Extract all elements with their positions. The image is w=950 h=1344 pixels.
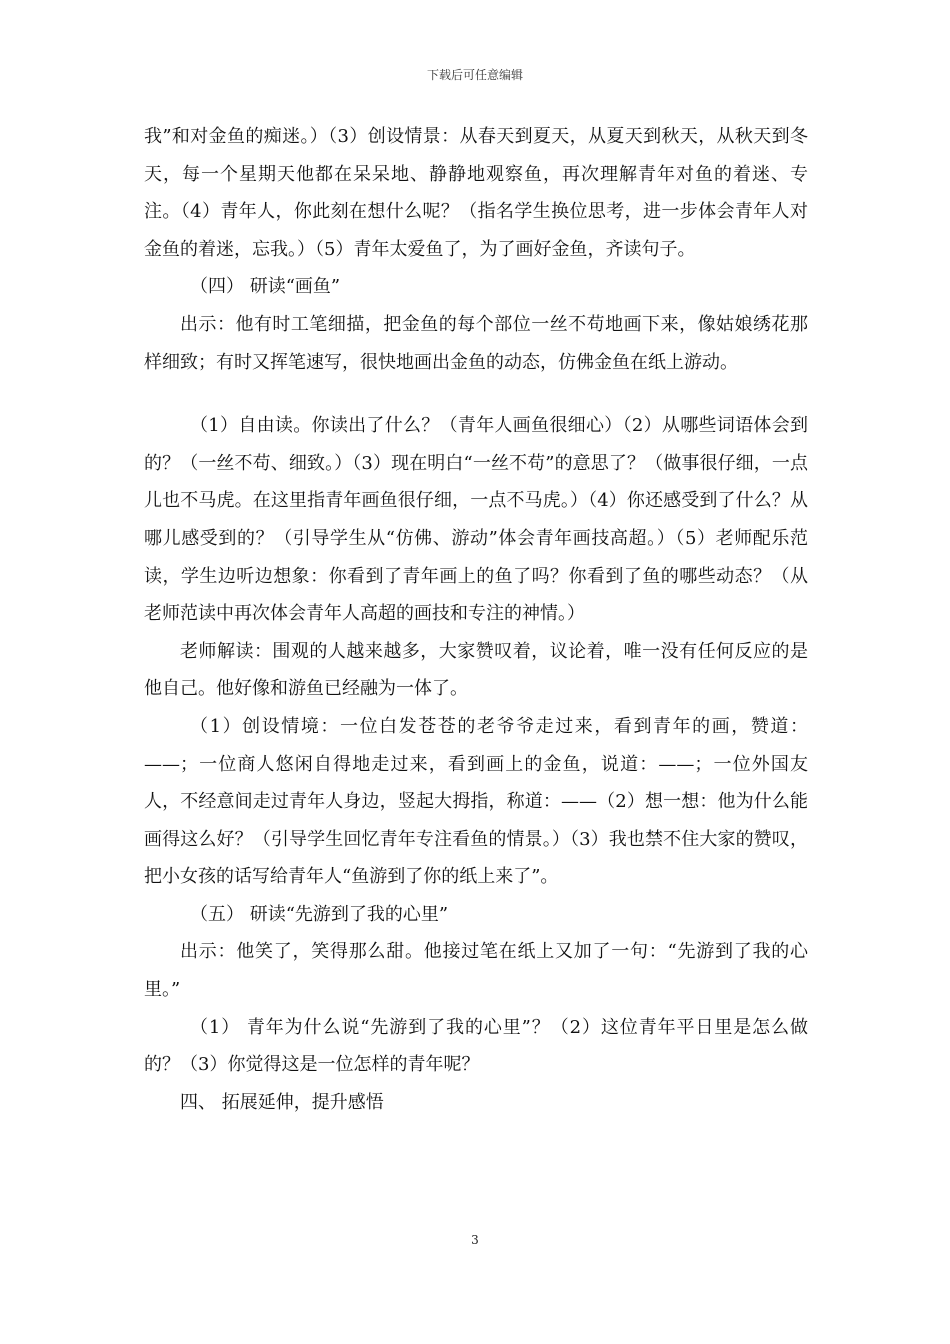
paragraph-quote-draw-fish: 出示：他有时工笔细描，把金鱼的每个部位一丝不苟地画下来，像姑娘绣花那样细致；有时又挥笔速写，很快地画出金鱼的动态，仿佛金鱼在纸上游动。 [144,313,808,373]
paragraph-questions-1: （1）自由读。你读出了什么？（青年人画鱼很细心）（2）从哪些词语体会到的？（一丝不苟、细致。）（3）现在明白“一丝不苟”的意思了？（做事很仔细，一点儿也不马虎。在这里指青年画鱼很仔细，一点不马虎。）（4）你还感受到了什么？从哪儿感受到的？（引导学生从“仿佛、游动”体会青年画技高超。）（5）老师配乐范读，学生边听边想象：你看到了青年画上的鱼了吗？你看到了鱼的哪些动态？（从老师范读中再次体会青年人高超的画技和专注的神情。） [144,415,808,625]
section-heading-4: （四） 研读“画鱼” [190,276,341,298]
paragraph-questions-2: （1）创设情境：一位白发苍苍的老爷爷走过来，看到青年的画，赞道：——；一位商人悠闲自得地走过来，看到画上的金鱼，说道：——；一位外国友人，不经意间走过青年人身边，竖起大拇指，称道：——（2）想一想：他为什么能画得这么好？（引导学生回忆青年专注看鱼的情景。）（3）我也禁不住大家的赞叹，把小女孩的话写给青年人“鱼游到了你的纸上来了”。 [144,715,808,888]
page-header: 下载后可任意编辑 [426,68,523,82]
paragraph-questions-3: （1） 青年为什么说“先游到了我的心里”？（2）这位青年平日里是怎么做的？（3）你觉得这是一位怎样的青年呢？ [144,1016,808,1076]
paragraph-quote-heart: 出示：他笑了，笑得那么甜。他接过笔在纸上又加了一句：“先游到了我的心里。” [144,941,808,1001]
section-heading-four: 四、 拓展延伸，提升感悟 [180,1091,384,1113]
paragraph-continued: 我”和对金鱼的痴迷。）（3）创设情景：从春天到夏天，从夏天到秋天，从秋天到冬天，每一个星期天他都在呆呆地、静静地观察鱼，再次理解青年对鱼的着迷、专注。（4）青年人，你此刻在想什么呢？（指名学生换位思考，进一步体会青年人对金鱼的着迷，忘我。）（5）青年太爱鱼了，为了画好金鱼，齐读句子。 [144,126,808,260]
page-number: 3 [471,1233,479,1247]
document-body [144,118,808,1121]
section-heading-5: （五） 研读“先游到了我的心里” [190,903,449,925]
paragraph-teacher-reading: 老师解读：围观的人越来越多，大家赞叹着，议论着，唯一没有任何反应的是他自己。他好像和游鱼已经融为一体了。 [144,640,808,700]
